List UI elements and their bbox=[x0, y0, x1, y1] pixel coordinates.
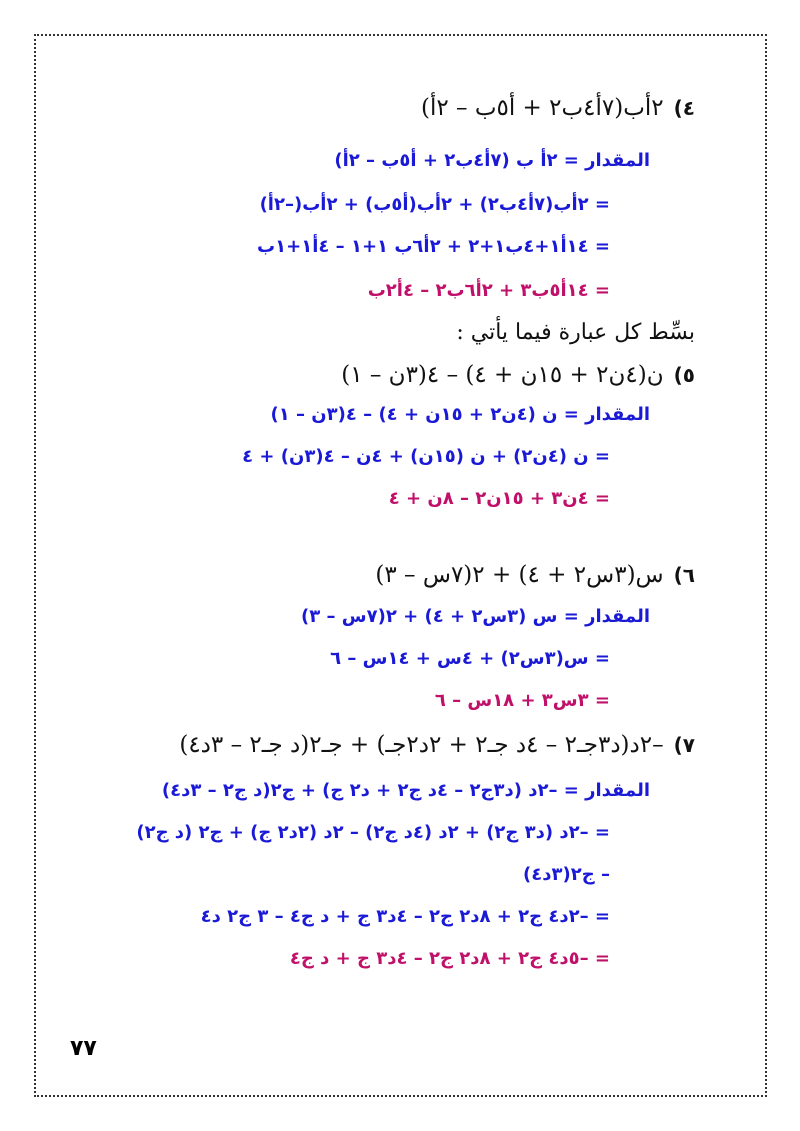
q7-step-5: = –٥د٤ ج٢ + ٨د٢ ج٢ – ٤د٣ ج + د ج٤ bbox=[289, 948, 610, 969]
page-number: ٧٧ bbox=[70, 1036, 97, 1061]
question-7-number: ٧) bbox=[673, 733, 695, 757]
q4-step-4: = ١٤أ٥ب٣ + ٢أ٦ب٢ – ٤أ٢ب bbox=[367, 280, 610, 301]
question-5-number: ٥) bbox=[673, 363, 695, 387]
question-5-expression: ن(٤ن٢ + ١٥ن + ٤) – ٤(٣ن – ١) bbox=[341, 362, 664, 388]
section-heading: بسِّط كل عبارة فيما يأتي : bbox=[456, 320, 695, 345]
q4-step-1: المقدار = ٢أ ب (٧أ٤ب٢ + أ٥ب – ٢أ) bbox=[334, 150, 650, 171]
q6-step-2: = س(٣س٢) + ٤س + ١٤س – ٦ bbox=[330, 648, 610, 669]
q4-step-2: = ٢أب(٧أ٤ب٢) + ٢أب(أ٥ب) + ٢أب(–٢أ) bbox=[259, 194, 610, 215]
question-4-expression: ٢أب(٧أ٤ب٢ + أ٥ب – ٢أ) bbox=[420, 95, 664, 121]
q7-step-2: = –٢د (د٣ ج٢) + ٢د (٤د ج٢) – ٢د (٢د٢ ج) + ج٢ (د ج٢) bbox=[136, 822, 610, 843]
question-4-number: ٤) bbox=[673, 96, 695, 120]
q7-step-4: = –٢د٤ ج٢ + ٨د٢ ج٢ – ٤د٣ ج + د ج٤ – ٣ ج٢ د٤ bbox=[200, 906, 610, 927]
q6-step-1: المقدار = س (٣س٢ + ٤) + ٢(٧س – ٣) bbox=[301, 606, 650, 627]
q5-step-3: = ٤ن٣ + ١٥ن٢ – ٨ن + ٤ bbox=[388, 488, 610, 509]
q7-step-3: – ج٢(٣د٤) bbox=[523, 864, 610, 885]
question-7-expression: –٢د(د٣جـ٢ – ٤د جـ٢ + ٢د٢جـ) + جـ٢(د جـ٢ – ٣د٤) bbox=[179, 732, 664, 758]
question-5 bbox=[341, 362, 695, 388]
question-6 bbox=[375, 562, 695, 588]
q6-step-3: = ٣س٣ + ١٨س – ٦ bbox=[434, 690, 610, 711]
question-6-number: ٦) bbox=[673, 563, 695, 587]
q5-step-1: المقدار = ن (٤ن٢ + ١٥ن + ٤) – ٤(٣ن – ١) bbox=[270, 404, 650, 425]
question-6-expression: س(٣س٢ + ٤) + ٢(٧س – ٣) bbox=[375, 562, 664, 588]
q5-step-2: = ن (٤ن٢) + ن (١٥ن) + ٤ن – ٤(٣ن) + ٤ bbox=[242, 446, 610, 467]
q7-step-1: المقدار = –٢د (د٣ج٢ – ٤د ج٢ + د٢ ج) + ج٢(د ج٢ – ٣د٤) bbox=[161, 780, 650, 801]
question-4 bbox=[421, 95, 695, 121]
q4-step-3: = ١٤أ١+٤ب١+٢ + ٢أ٦ب ١+١ – ٤أ١+١ب bbox=[257, 236, 610, 257]
question-7 bbox=[179, 732, 695, 758]
